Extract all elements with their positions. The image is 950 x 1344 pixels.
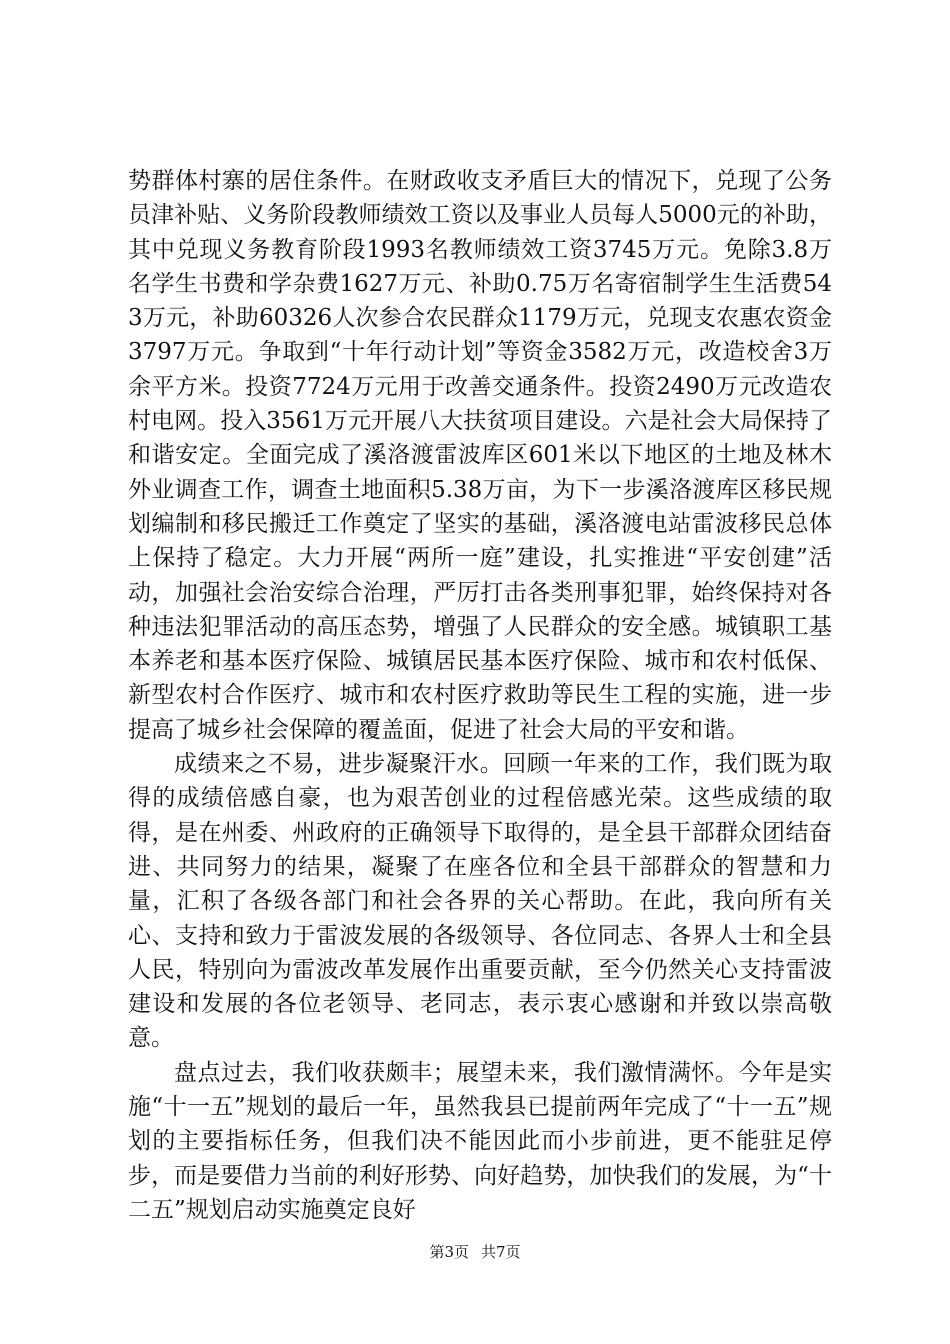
page-number-current: 第3页 <box>429 1243 469 1261</box>
page-footer <box>0 1242 950 1262</box>
document-body <box>128 164 832 1227</box>
paragraph-2: 成绩来之不易，进步凝聚汗水。回顾一年来的工作，我们既为取得的成绩倍感自豪，也为艰苦创业的过程倍感光荣。这些成绩的取得，是在州委、州政府的正确领导下取得的，是全县干部群众团结奋进、共同努力的结果，凝聚了在座各位和全县干部群众的智慧和力量，汇积了各级各部门和社会各界的关心帮助。在此，我向所有关心、支持和致力于雷波发展的各级领导、各位同志、各界人士和全县人民，特别向为雷波改革发展作出重要贡献，至今仍然关心支持雷波建设和发展的各位老领导、老同志，表示衷心感谢和并致以崇高敬意。 <box>128 751 832 1052</box>
page-number-total: 共7页 <box>481 1243 521 1261</box>
paragraph-3: 盘点过去，我们收获颇丰；展望未来，我们激情满怀。今年是实施“十一五”规划的最后一年，虽然我县已提前两年完成了“十一五”规划的主要指标任务，但我们决不能因此而小步前进，更不能驻足停步，而是要借力当前的利好形势、向好趋势，加快我们的发展，为“十二五”规划启动实施奠定良好 <box>128 1059 832 1223</box>
paragraph-1: 势群体村寨的居住条件。在财政收支矛盾巨大的情况下，兑现了公务员津补贴、义务阶段教师绩效工资以及事业人员每人5000元的补助，其中兑现义务教育阶段1993名教师绩效工资3745万元。免除3.8万名学生书费和学杂费1627万元、补助0.75万名寄宿制学生生活费543万元，补助60326人次参合农民群众1179万元，兑现支农惠农资金3797万元。争取到“十年行动计划”等资金3582万元，改造校舍3万余平方米。投资7724万元用于改善交通条件。投资2490万元改造农村电网。投入3561万元开展八大扶贫项目建设。六是社会大局保持了和谐安定。全面完成了溪洛渡雷波库区601米以下地区的土地及林木外业调查工作，调查土地面积5.38万亩，为下一步溪洛渡库区移民规划编制和移民搬迁工作奠定了坚实的基础，溪洛渡电站雷波移民总体上保持了稳定。大力开展“两所一庭”建设，扎实推进“平安创建”活动，加强社会治安综合治理，严厉打击各类刑事犯罪，始终保持对各种违法犯罪活动的高压态势，增强了人民群众的安全感。城镇职工基本养老和基本医疗保险、城镇居民基本医疗保险、城市和农村低保、新型农村合作医疗、城市和农村医疗救助等民生工程的实施，进一步提高了城乡社会保障的覆盖面，促进了社会大局的平安和谐。 <box>128 168 832 743</box>
